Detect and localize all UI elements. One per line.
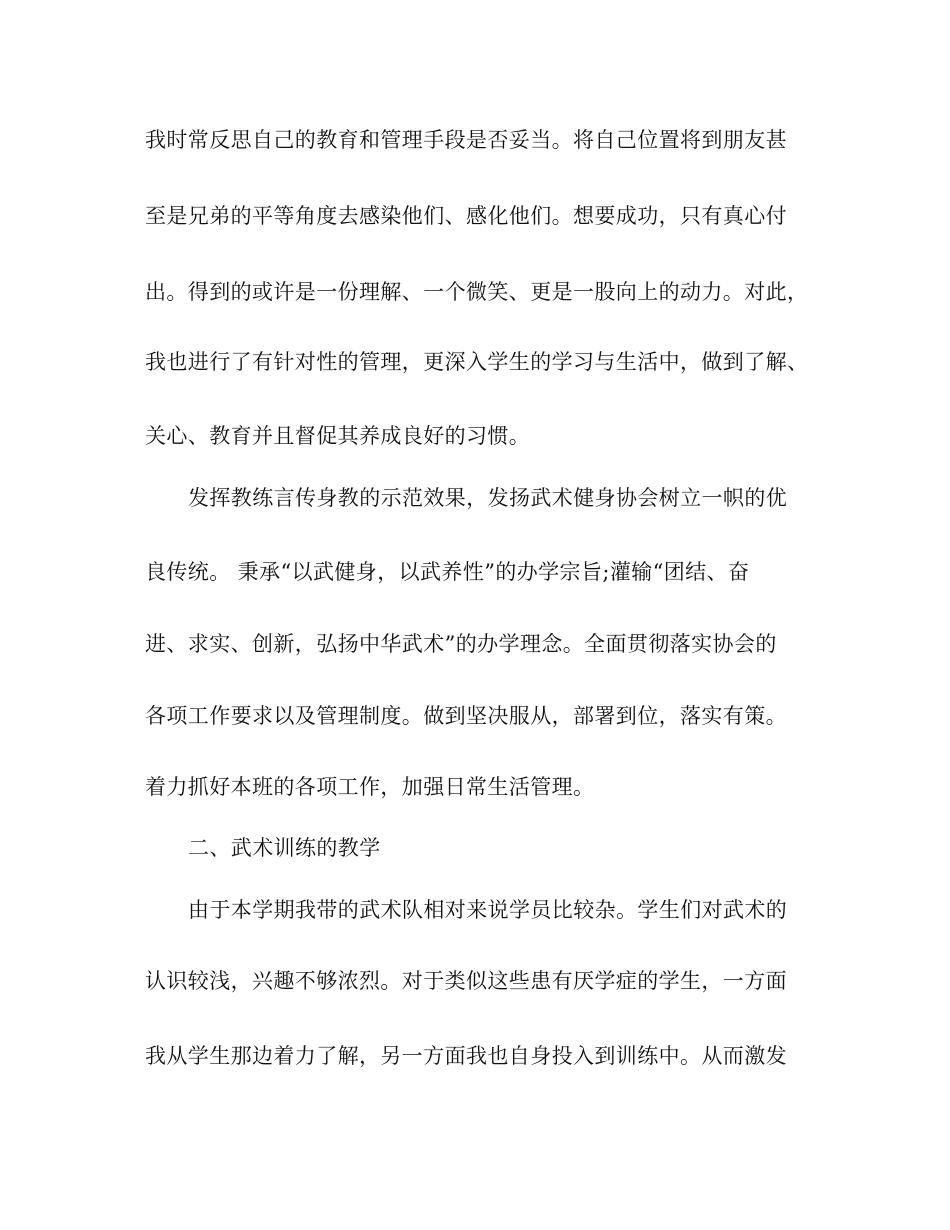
paragraph-first-line: 发挥教练言传身教的示范效果，发扬武术健身协会树立一帜的优: [188, 486, 788, 510]
text-line: 至是兄弟的平等角度去感染他们、感化他们。想要成功，只有真心付: [145, 204, 787, 228]
text-line: 我时常反思自己的教育和管理手段是否妥当。将自己位置将到朋友甚: [145, 128, 787, 152]
text-line: 关心、教育并且督促其养成良好的习惯。: [145, 424, 531, 448]
text-line: 我从学生那边着力了解，另一方面我也自身投入到训练中。从而激发: [145, 1044, 787, 1068]
text-line: 我也进行了有针对性的管理，更深入学生的学习与生活中，做到了解、: [145, 350, 809, 374]
text-line: 各项工作要求以及管理制度。做到坚决服从，部署到位，落实有策。: [145, 704, 787, 728]
text-line: 着力抓好本班的各项工作，加强日常生活管理。: [145, 775, 595, 799]
text-line: 良传统。 秉承“以武健身，以武养性”的办学宗旨;灌输“团结、奋: [145, 560, 750, 584]
paragraph-first-line: 由于本学期我带的武术队相对来说学员比较杂。学生们对武术的: [188, 898, 788, 922]
text-line: 认识较浅，兴趣不够浓烈。对于类似这些患有厌学症的学生，一方面: [145, 969, 787, 993]
text-line: 出。得到的或许是一份理解、一个微笑、更是一股向上的动力。对此，: [145, 280, 809, 304]
section-heading: 二、武术训练的教学: [188, 836, 381, 860]
text-line: 进、求实、创新，弘扬中华武术”的办学理念。全面贯彻落实协会的: [145, 632, 777, 656]
